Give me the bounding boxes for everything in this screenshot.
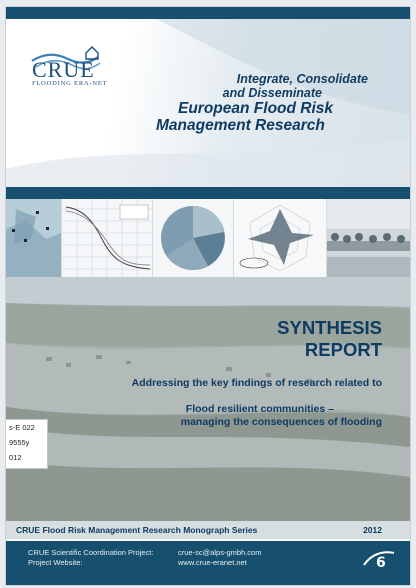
series-year: 2012 — [363, 525, 382, 535]
library-call-number-label — [6, 419, 48, 469]
headline-line-2: Management Research — [156, 117, 325, 134]
tagline-line-1: Integrate, Consolidate — [236, 72, 368, 86]
footer-website-label: Project Website: — [28, 558, 83, 567]
headline — [156, 100, 333, 134]
headline-line-1: European Flood Risk — [178, 100, 334, 117]
footer-website-link[interactable]: www.crue-eranet.net — [178, 558, 247, 567]
logo-subtitle: FLOODING ERA-NET — [32, 80, 108, 87]
report-title — [277, 317, 382, 361]
logo-wordmark: CRUE — [32, 57, 95, 82]
report-title-line-1: SYNTHESIS — [277, 317, 382, 338]
report-intro: Addressing the key findings of research related to — [131, 377, 382, 389]
thumbnail-strip — [6, 199, 410, 277]
stamp-line-1: s-E 022 — [9, 423, 35, 432]
tagline-line-2: and Disseminate — [222, 86, 322, 100]
stamp-line-3: 012 — [9, 453, 22, 462]
fp7-logo-icon — [362, 547, 396, 571]
top-stripe — [6, 7, 410, 19]
report-topic — [181, 403, 382, 429]
report-cover — [5, 6, 411, 586]
report-topic-line-2: managing the consequences of flooding — [180, 416, 382, 428]
report-topic-line-1: Flood resilient communities – — [185, 403, 334, 415]
thumbnail-meeting-photo — [327, 199, 410, 277]
thumbnail-line-chart — [62, 199, 152, 277]
thumbnail-radar-chart — [234, 199, 326, 277]
thumbnail-pie-chart — [153, 199, 233, 277]
mid-stripe — [6, 187, 410, 199]
report-title-line-2: REPORT — [304, 339, 382, 360]
svg-text:6: 6 — [376, 555, 386, 571]
tagline — [222, 72, 368, 100]
footer-email-link[interactable]: crue-sc@alps-gmbh.com — [178, 548, 262, 557]
series-title: CRUE Flood Risk Management Research Monograph Series — [16, 525, 258, 535]
footer-coordination-label: CRUE Scientific Coordination Project: — [28, 548, 154, 557]
stamp-line-2: 9555y — [9, 438, 30, 447]
thumbnail-map — [6, 199, 61, 277]
